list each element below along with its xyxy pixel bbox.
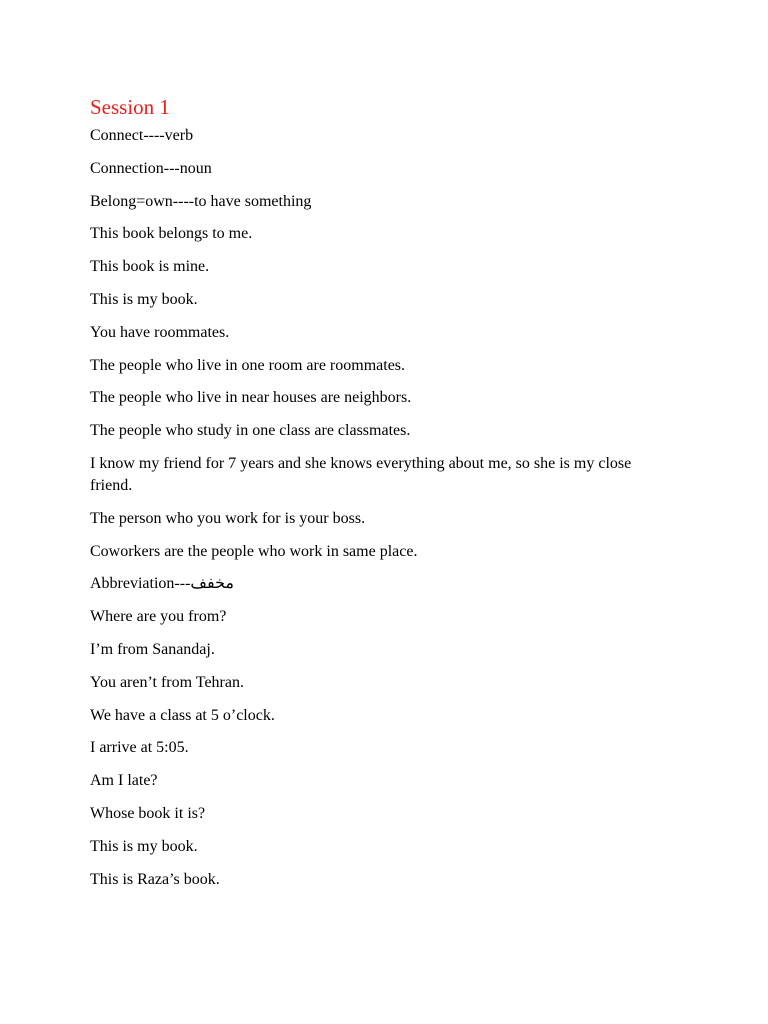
- text-line: This book is mine.: [90, 258, 210, 276]
- text-line: Connection---noun: [90, 159, 212, 177]
- text-line: The people who live in near houses are neighbors.: [90, 389, 412, 407]
- text-line: This is Raza’s book.: [90, 870, 220, 888]
- text-line: This book belongs to me.: [90, 225, 253, 243]
- text-line: You have roommates.: [90, 323, 230, 341]
- document-body: [90, 94, 670, 901]
- session-title: Session 1: [90, 95, 170, 119]
- text-line: Where are you from?: [90, 608, 227, 626]
- text-line: We have a class at 5 o’clock.: [90, 706, 275, 724]
- text-line: Am I late?: [90, 772, 158, 790]
- text-line: The person who you work for is your boss.: [90, 509, 366, 527]
- text-line: The people who live in one room are roommates.: [90, 356, 406, 374]
- text-line: The people who study in one class are classmates.: [90, 422, 411, 440]
- text-line: I know my friend for 7 years and she knows everything about me, so she is my close friend.: [90, 454, 632, 494]
- text-line: Whose book it is?: [90, 804, 206, 822]
- text-line: Abbreviation---مخفف: [90, 575, 234, 593]
- text-line: Belong=own----to have something: [90, 192, 312, 210]
- text-line: Connect----verb: [90, 127, 194, 144]
- text-line: I’m from Sanandaj.: [90, 640, 215, 658]
- text-line: This is my book.: [90, 290, 198, 308]
- text-line: I arrive at 5:05.: [90, 739, 189, 757]
- text-line: Coworkers are the people who work in same place.: [90, 542, 418, 560]
- text-line: You aren’t from Tehran.: [90, 673, 244, 691]
- text-line: This is my book.: [90, 837, 198, 855]
